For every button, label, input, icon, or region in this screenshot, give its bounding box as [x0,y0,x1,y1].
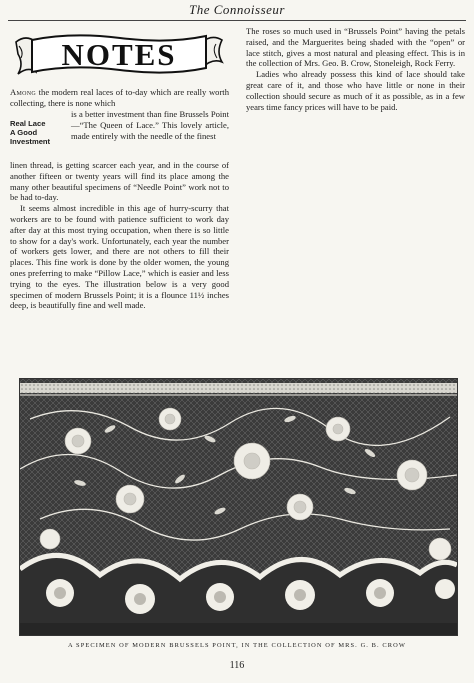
inset-paragraph-text: is a better investment than fine Brussels Point—“The Queen of Lace.” This lovely article, made entirely with the needle of the finest [71,109,229,141]
right-paragraph-1: The roses so much used in “Brussels Point” having the petals raised, and the Marguerites being shaded with the “open” or lace stitch, gives a most natural and pleasing effect. This is in the collection of Mrs. Geo. B. Crow, Stoneleigh, Rock Ferry. [246,26,465,69]
header-rule [8,20,466,21]
continuation-paragraph: linen thread, is getting scarcer each year, and in the course of another fifteen or twenty years will find its place among the many other beautiful specimens of “Needle Point” work not to be had to-day. [10,160,229,203]
opening-text: the modern real laces of to-day which are really worth collecting, there is none which [10,87,229,108]
opening-word: Among [10,87,37,97]
body-paragraph-2: It seems almost incredible in this age of hurry-scurry that workers are to be found with patience sufficient to work day after day at this most trying occupation, when there is so little to show for a day's work. Unfortunately, each year the number of workers gets lower, and there are not others to fill their places. This fine work is done by the older women, the young ones preferring to make “Pillow Lace,” which is easier and less trying to the eyes. The illustration below is a very good specimen of modern Brussels Point; it is a flounce 11½ inches deep, is beautifully fine and well made. [10,203,229,311]
right-paragraph-2: Ladies who already possess this kind of lace should take great care of it, and those who have little or none in their collection should secure as much of it as possible, as in a few years time fancy prices will have to be paid. [246,69,465,112]
intro-paragraph [10,87,229,109]
lace-illustration [19,378,458,636]
sidenote-text: Real Lace A Good Investment [10,119,51,146]
left-column-body [10,160,229,311]
notes-banner [12,28,226,82]
banner-word: NOTES [61,37,177,72]
running-title: The Connoisseur [189,2,285,17]
figure-caption: A SPECIMEN OF MODERN BRUSSELS POINT, IN THE COLLECTION OF MRS. G. B. CROW [67,642,407,649]
page-number: 116 [229,660,245,671]
sidenote-heading [10,119,66,146]
right-column [246,26,465,112]
